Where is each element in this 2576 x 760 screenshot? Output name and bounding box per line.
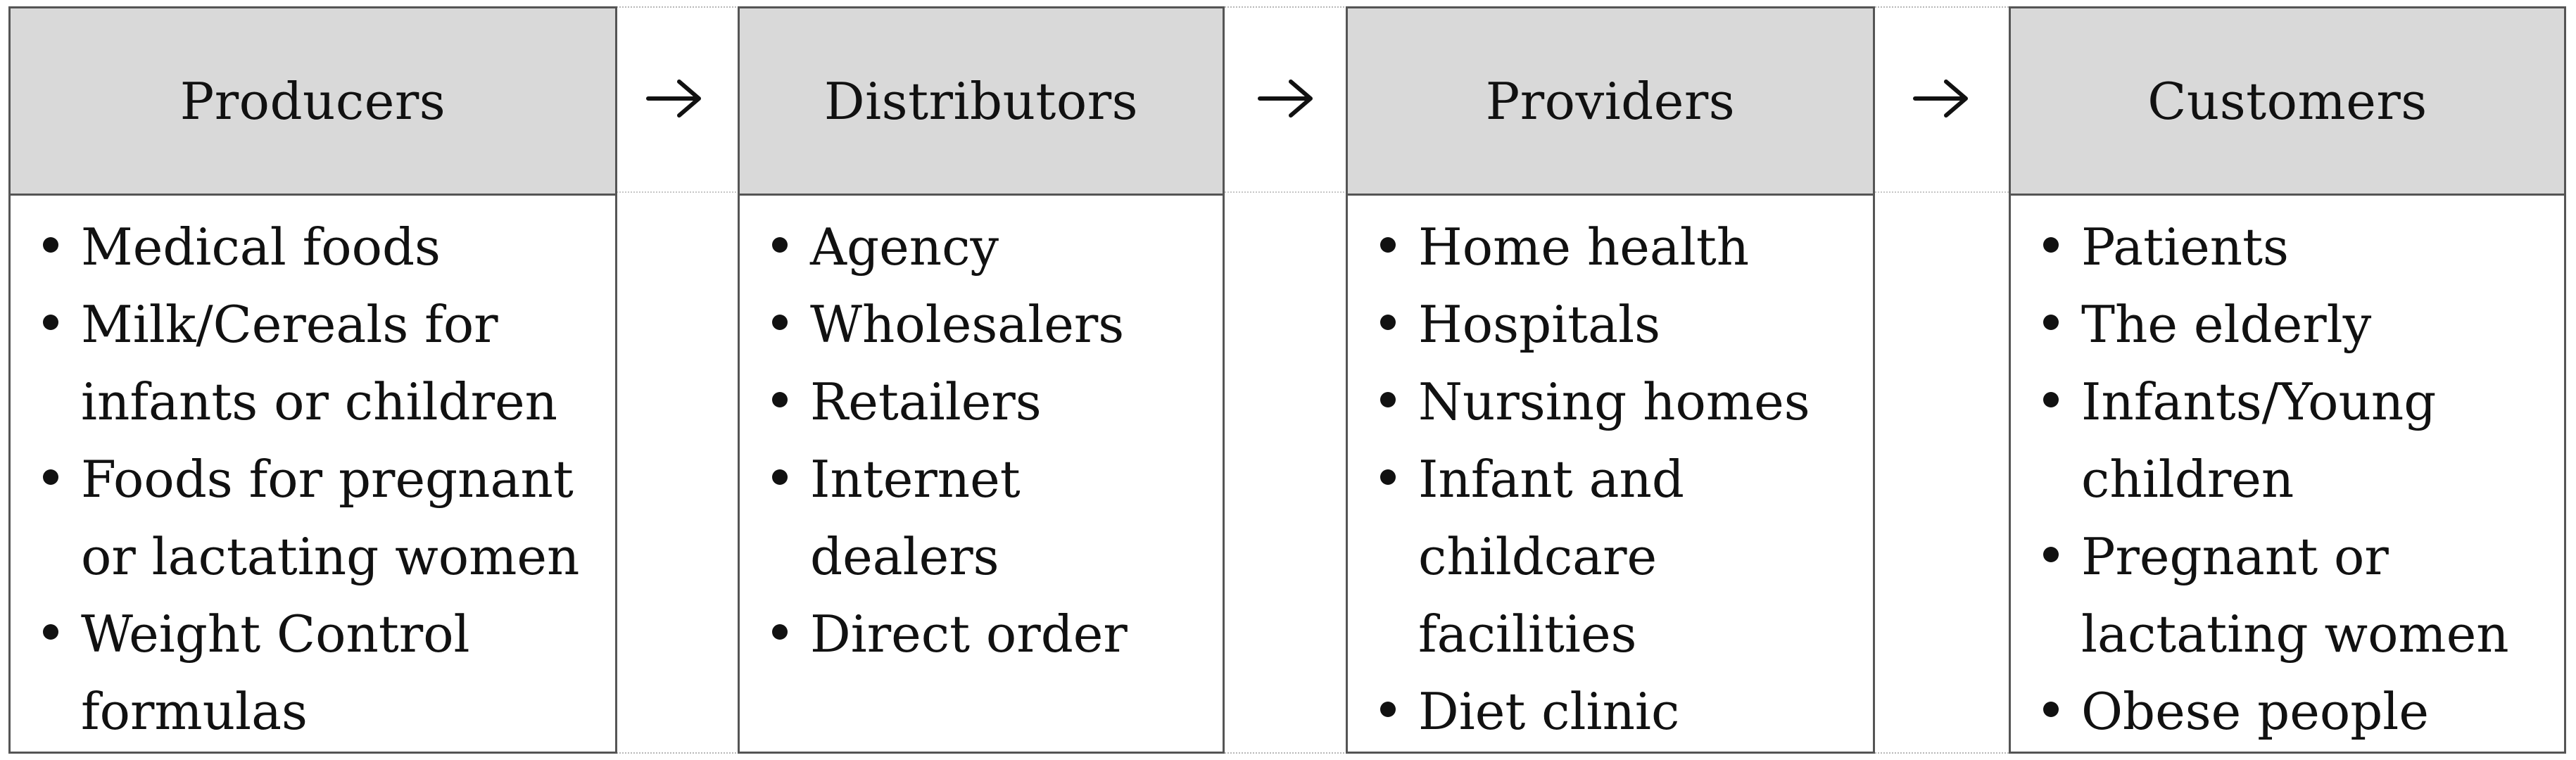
bullet-icon <box>772 237 788 253</box>
bullet-icon <box>1380 392 1396 407</box>
list-item: Hospitals <box>1377 286 1860 363</box>
list-item: Infant and childcare facilities <box>1377 441 1860 673</box>
list-item: Internet dealers <box>769 441 1210 595</box>
right-arrow-icon <box>1902 70 1980 127</box>
list-item: Milk/Cereals for infants or children <box>40 286 602 441</box>
bullet-icon <box>43 624 58 640</box>
list-item: Obese people <box>2040 673 2551 750</box>
list-item: Diet clinic <box>1377 673 1860 750</box>
list-item: The elderly <box>2040 286 2551 363</box>
list-item: Weight Control formulas <box>40 595 602 750</box>
bullet-icon <box>772 624 788 640</box>
bullet-icon <box>43 469 58 485</box>
list-item: Direct order <box>769 595 1210 673</box>
list-item: Pregnant or lactating women <box>2040 518 2551 673</box>
bullet-icon <box>2043 315 2059 330</box>
bullet-icon <box>1380 469 1396 485</box>
bullet-icon <box>43 237 58 253</box>
right-arrow-icon <box>636 70 713 127</box>
stage-producers <box>8 6 617 754</box>
list-item: Nursing homes <box>1377 363 1860 441</box>
list-item: Patients <box>2040 208 2551 286</box>
bullet-icon <box>2043 237 2059 253</box>
stage-title: Distributors <box>740 8 1223 196</box>
stage-title: Customers <box>2011 8 2564 196</box>
list-item: Foods for pregnant or lactating women <box>40 441 602 595</box>
list-item: Home health <box>1377 208 1860 286</box>
bullet-icon <box>772 315 788 330</box>
bullet-icon <box>772 392 788 407</box>
stage-title: Producers <box>11 8 615 196</box>
stage-list <box>11 196 615 750</box>
bullet-icon <box>43 315 58 330</box>
right-arrow-icon <box>1247 70 1325 127</box>
bullet-icon <box>2043 547 2059 562</box>
bullet-icon <box>1380 702 1396 717</box>
stage-distributors <box>738 6 1225 754</box>
list-item: Agency <box>769 208 1210 286</box>
list-item: Retailers <box>769 363 1210 441</box>
bullet-icon <box>1380 237 1396 253</box>
stage-list <box>740 196 1223 673</box>
bullet-icon <box>2043 702 2059 717</box>
stage-list <box>1348 196 1873 750</box>
list-item: Infants/Young children <box>2040 363 2551 518</box>
stage-customers <box>2009 6 2566 754</box>
list-item: Wholesalers <box>769 286 1210 363</box>
bullet-icon <box>2043 392 2059 407</box>
bullet-icon <box>772 469 788 485</box>
bullet-icon <box>1380 315 1396 330</box>
stage-title: Providers <box>1348 8 1873 196</box>
stage-providers <box>1346 6 1875 754</box>
list-item: Medical foods <box>40 208 602 286</box>
stage-list <box>2011 196 2564 750</box>
